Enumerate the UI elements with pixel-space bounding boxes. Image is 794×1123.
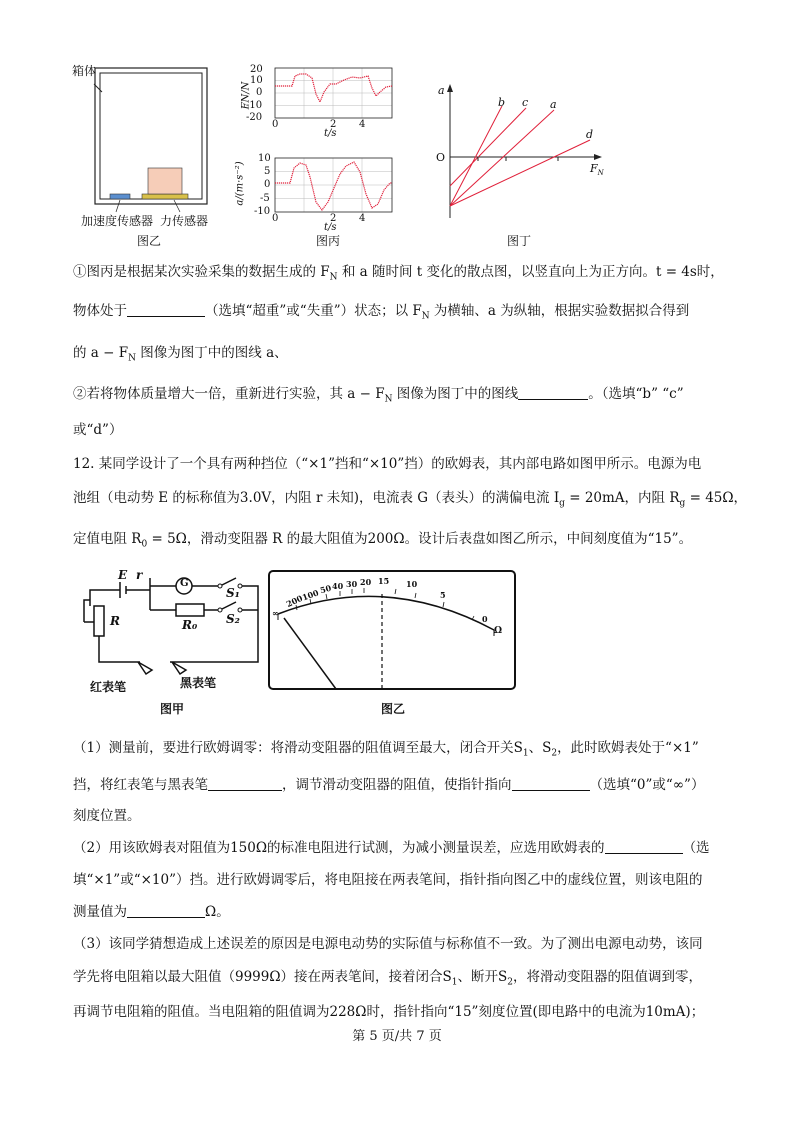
sub1-line1: （1）测量前，要进行欧姆调零：将滑动变阻器的阻值调至最大，闭合开关$S_1$、$S_2$，此时欧姆表处于“×1”	[73, 740, 699, 759]
q11-line3: 的 $a - F_N$ 图像为图丁中的图线 a、	[73, 345, 288, 364]
sub2-line1: （2）用该欧姆表对阻值为150Ω的标准电阻进行试测，为减小测量误差，应选用欧姆表的 （选	[73, 840, 710, 856]
caption-dial: 图乙	[381, 702, 406, 716]
force-sensor-label: 力传感器	[160, 214, 209, 228]
q12-line3: 定值电阻 $R_0 = 5\Omega$，滑动变阻器 R 的最大阻值为200Ω。设计后表盘如图乙所示，中间刻度值为“15”。	[73, 531, 693, 550]
q12-line2: 池组（电动势 E 的标称值为3.0V，内阻 r 未知)，电流表 G（表头）的满偏电流 $I_g = 20mA$，内阻 $R_g = 45\Omega$，	[73, 490, 748, 509]
q11-line2: 物体处于 （选填“超重”或“失重”）状态；以 $F_N$ 为横轴、a 为纵轴，根据实验数据拟合得到	[73, 303, 690, 322]
blank-state[interactable]	[127, 302, 205, 317]
circuit-labels: E r G S₁ S₂ R₀ R 红表笔 黑表笔	[90, 568, 240, 694]
ylabel-a: a/(m·s⁻²)	[234, 161, 246, 206]
axis-fn-label: $F_N$	[590, 162, 604, 178]
q11-line5: 或“d”）	[73, 422, 123, 438]
blank-scale[interactable]	[512, 776, 590, 791]
blank-measured[interactable]	[127, 903, 205, 918]
sub3-line1: （3）该同学猜想造成上述误差的原因是电源电动势的实际值与标称值不一致。为了测出电源电动势，该同	[73, 936, 703, 952]
dial-labels: ∞ 200 100 50 40 30 20 15 10 5 0 Ω	[272, 576, 503, 636]
caption-jia: 图甲	[160, 702, 185, 716]
blank-probes[interactable]	[208, 776, 282, 791]
ylabel-fn: FN/N	[240, 81, 252, 110]
blank-range[interactable]	[605, 839, 683, 854]
caption-ding: 图丁	[507, 234, 532, 248]
lines-labels: a $F_N$ O b c a d	[436, 84, 604, 178]
scatter-labels: 20 10 0 -10 -20 FN/N 0 2 4 t/s 10 5 0 -5 -10 a/(m·s⁻²) 0 2 4 t/s	[234, 64, 366, 233]
blank-line-choice[interactable]	[518, 385, 588, 400]
accel-sensor-label: 加速度传感器	[81, 214, 154, 228]
sub2-line3: 测量值为 Ω。	[73, 904, 230, 920]
box-label: 箱体	[72, 64, 97, 78]
caption-bing: 图丙	[316, 234, 341, 248]
sub1-line3: 刻度位置。	[73, 808, 141, 824]
sub2-line2: 填“×1”或“×10”）挡。进行欧姆调零后，将电阻接在两表笔间，指针指向图乙中的虚线位置，则该电阻的	[73, 872, 703, 888]
page-footer: 第 5 页/共 7 页	[352, 1029, 442, 1044]
q11-line1: ①图丙是根据某次实验采集的数据生成的 $F_N$ 和 a 随时间 t 变化的散点图，以竖直向上为正方向。t = 4s时，	[73, 264, 724, 283]
caption-yi: 图乙	[137, 234, 162, 248]
sub3-line3: 再调节电阻箱的阻值。当电阻箱的阻值调为228Ω时，指针指向“15”刻度位置(即电路中的电流为10mA)；	[73, 1004, 705, 1020]
sub3-line2: 学先将电阻箱以最大阻值（9999Ω）接在两表笔间，接着闭合$S_1$、断开$S_2$，将滑动变阻器的阻值调到零，	[73, 969, 703, 988]
q12-line1: 12. 某同学设计了一个具有两种挡位（“×1”挡和“×10”挡）的欧姆表，其内部电路如图甲所示。电源为电	[73, 456, 702, 472]
q11-line4: ②若将物体质量增大一倍，重新进行实验，其 $a - F_N$ 图像为图丁中的图线 。（选填“b” “c”	[73, 386, 684, 405]
sub1-line2: 挡，将红表笔与黑表笔 ，调节滑动变阻器的阻值，使指针指向 （选填“0”或“∞”）	[73, 777, 705, 793]
